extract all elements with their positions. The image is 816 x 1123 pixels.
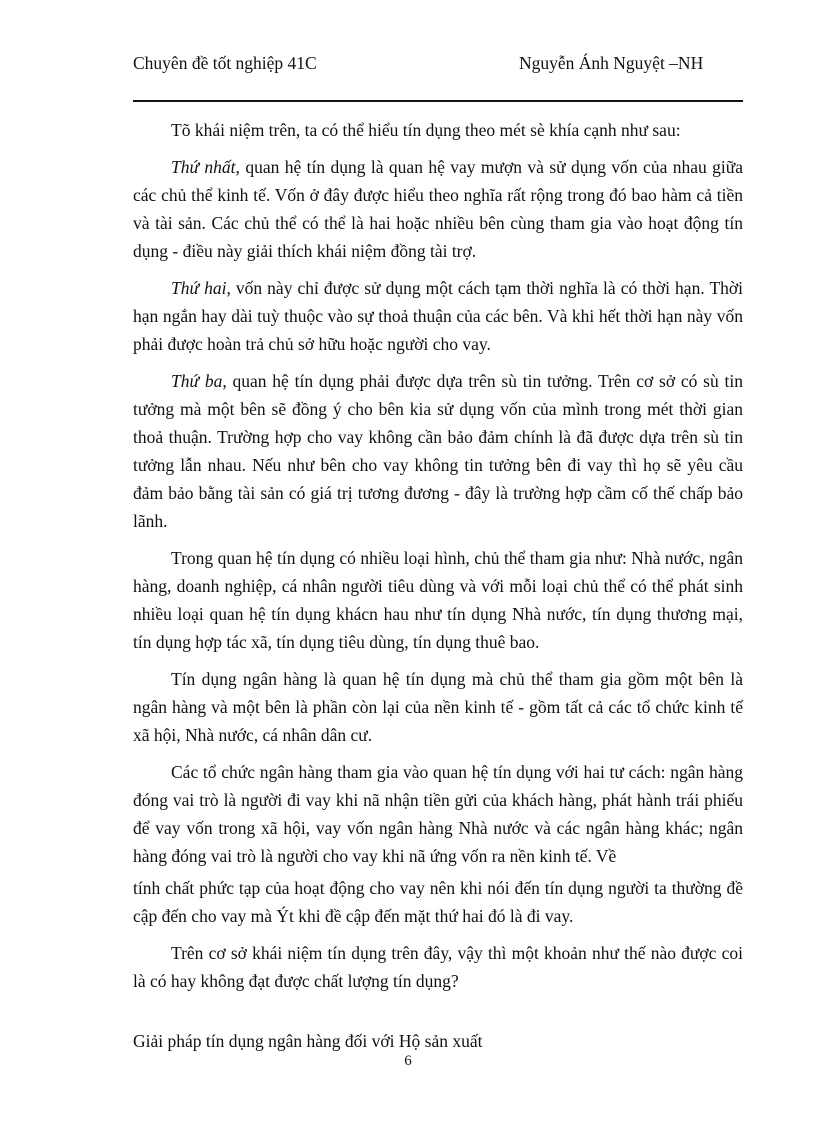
paragraph-first-text: , quan hệ tín dụng là quan hệ vay mượn và sử dụng vốn của nhau giữa các chủ thể kinh tế. Vốn ở đây được hiểu theo nghĩa rất rộng trong đó bao hàm cả tiền và tài sản. Các chủ thể có thể là hai hoặc nhiều bên cùng tham gia vào hoạt động tín dụng - điều này giải thích khái niệm đồng tài trợ.: [133, 157, 744, 261]
header-author: Nguyễn Ánh Nguyệt –NH: [519, 53, 704, 73]
page-header: [133, 52, 743, 102]
paragraph-intro: Tõ khái niệm trên, ta có thể hiểu tín dụng theo mét sè khía cạnh như sau:: [171, 120, 681, 140]
paragraph-bank-roles: Các tổ chức ngân hàng tham gia vào quan hệ tín dụng với hai tư cách: ngân hàng đóng vai trò là người đi vay khi nã nhận tiền gửi của khách hàng, phát hành trái phiếu để vay vốn trong xã hội, vay vốn ngân hàng Nhà nước và các ngân hàng khác; ngân hàng đóng vai trò là người cho vay khi nã ứng vốn ra nền kinh tế. Về: [133, 762, 743, 866]
paragraph-second-aspect: [133, 274, 743, 358]
paragraph-lead-first: Thứ nhất: [171, 157, 236, 177]
paragraph-second-text: vốn này chỉ được sử dụng một cách tạm thời nghĩa là có thời hạn. Thời hạn ngắn hay dài tuỳ thuộc vào sự thoả thuận của các bên. Và khi hết thời hạn này vốn phải được hoàn trả chủ sở hữu hoặc người cho vay.: [133, 278, 743, 354]
page-body: [133, 116, 743, 1004]
paragraph-third-text: , quan hệ tín dụng phải được dựa trên sù tin tưởng. Trên cơ sở có sù tin tưởng mà một bên sẽ đồng ý cho bên kia sử dụng vốn của mình trong mét thời gian thoả thuận. Trường hợp cho vay không cần bảo đảm chính là đã được dựa trên sù tin tưởng lẫn nhau. Nếu như bên cho vay không tin tưởng bên đi vay thì họ sẽ yêu cầu đảm bảo bằng tài sản có giá trị tương đương - đây là trường hợp cầm cố thế chấp bảo lãnh.: [133, 371, 744, 531]
page-number: 6: [404, 1053, 412, 1069]
paragraph-bank-roles-continued: tính chất phức tạp của hoạt động cho vay nên khi nói đến tín dụng người ta thường đề cập đến cho vay mà Ýt khi đề cập đến mặt thứ hai đó là đi vay.: [133, 878, 743, 926]
paragraph-third-aspect: [133, 367, 743, 535]
paragraph-bank-credit: Tín dụng ngân hàng là quan hệ tín dụng mà chủ thể tham gia gồm một bên là ngân hàng và một bên là phần còn lại của nền kinh tế - gồm tất cả các tổ chức kinh tế xã hội, Nhà nước, cá nhân dân cư.: [133, 669, 743, 745]
paragraph-lead-third: Thứ ba: [171, 371, 223, 391]
paragraph-lead-second: Thứ hai,: [171, 278, 231, 298]
paragraph-first-aspect: [133, 153, 743, 265]
paragraph-credit-types: Trong quan hệ tín dụng có nhiều loại hình, chủ thể tham gia như: Nhà nước, ngân hàng, doanh nghiệp, cá nhân người tiêu dùng và với mỗi loại chủ thể có thể phát sinh nhiều loại quan hệ tín dụng khácn hau như tín dụng Nhà nước, tín dụng thương mại, tín dụng hợp tác xã, tín dụng tiêu dùng, tín dụng thuê bao.: [133, 548, 743, 652]
page-footer: Giải pháp tín dụng ngân hàng đối với Hộ sản xuất: [133, 1031, 483, 1051]
header-document-type: Chuyên đề tốt nghiệp 41C: [133, 53, 317, 73]
paragraph-credit-quality-question: Trên cơ sở khái niệm tín dụng trên đây, vậy thì một khoản như thế nào được coi là có hay không đạt được chất lượng tín dụng?: [133, 943, 743, 991]
